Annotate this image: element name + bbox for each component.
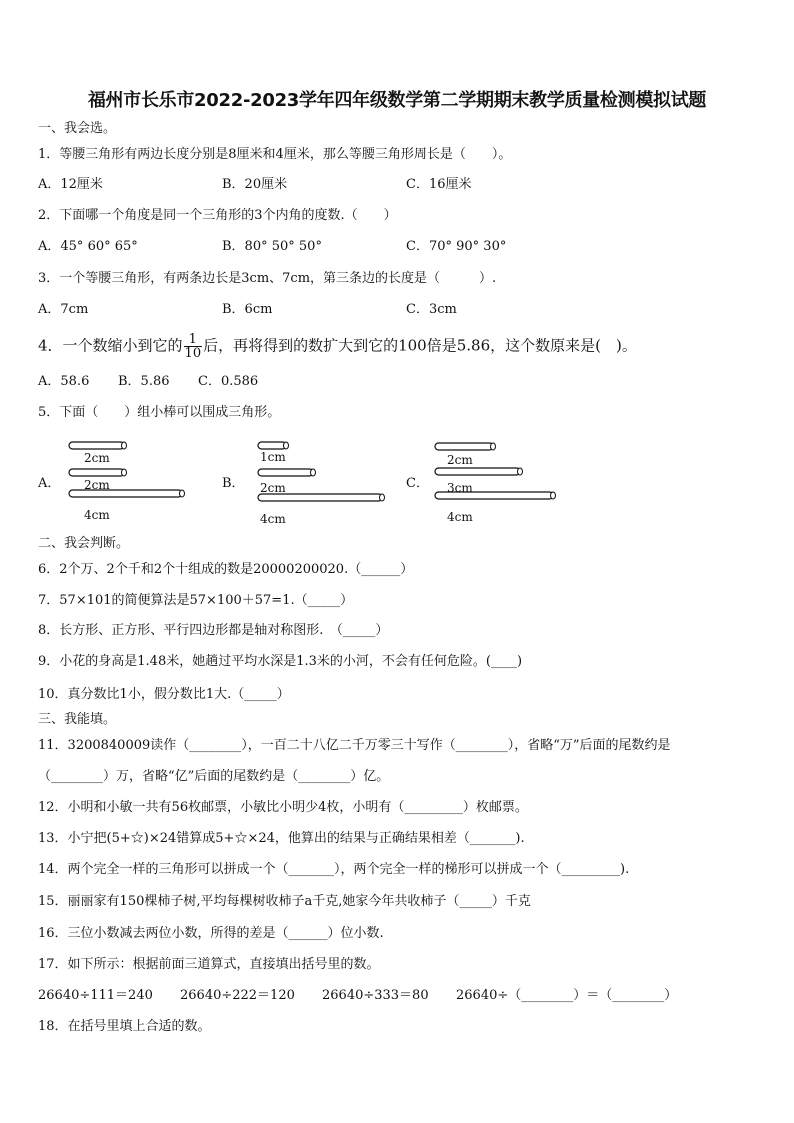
stick-c-3-end [551,492,556,499]
section-1-heading: 一、我会选。 [38,121,117,136]
exam-title: 福州市长乐市2022-2023学年四年级数学第二学期期末教学质量检测模拟试题 [87,90,707,111]
stick-c-2 [435,468,520,475]
stick-c-1 [435,443,493,450]
q4-text-after: 后，再将得到的数扩大到它的100倍是5.86，这个数原来是( )。 [203,336,637,355]
question-5: 5．下面（ ）组小棒可以围成三角形。 [38,405,281,420]
question-2: 2．下面哪一个角度是同一个三角形的3个内角的度数.（ ） [38,208,397,223]
stick-b-2 [258,469,313,476]
question-14: 14．两个完全一样的三角形可以拼成一个（_______），两个完全一样的梯形可以拼成一个（_________). [38,862,630,877]
stick-a-3-label: 4cm [84,508,110,522]
question-15: 15．丽丽家有150棵柿子树,平均每棵树收柿子a千克,她家今年共收柿子（_____）千克 [38,894,531,909]
fraction-numerator: 1 [184,333,203,347]
q17-equation-3: 26640÷333＝80 [322,988,429,1003]
section-2-heading: 二、我会判断。 [38,536,130,551]
sticks-illustration [0,0,794,540]
question-3: 3．一个等腰三角形，有两条边长是3cm、7cm，第三条边的长度是（ ）. [38,271,497,286]
stick-c-1-label: 2cm [447,453,473,467]
q17-equation-4[interactable]: 26640÷（________）＝（________） [456,988,678,1003]
stick-a-1-label: 2cm [84,451,110,465]
question-12: 12．小明和小敏一共有56枚邮票，小敏比小明少4枚，小明有（_________）枚邮票。 [38,800,528,815]
section-3-heading: 三、我能填。 [38,712,117,727]
question-8: 8．长方形、正方形、平行四边形都是轴对称图形. （_____） [38,623,389,638]
question-7: 7．57×101的简便算法是57×100＋57=1.（_____） [38,593,354,608]
q1-option-a[interactable]: A．12厘米 [38,177,103,192]
q17-equation-2: 26640÷222＝120 [180,988,295,1003]
stick-c-2-label: 3cm [447,481,473,495]
stick-b-2-label: 2cm [260,481,286,495]
stick-a-3-end [180,490,185,497]
question-16: 16．三位小数减去两位小数，所得的差是（______）位小数. [38,926,384,941]
question-11-line-2: （________）万，省略“亿”后面的尾数约是（________）亿。 [38,769,390,784]
q4-text-before: 4．一个数缩小到它的 [38,336,183,355]
question-1: 1．等腰三角形有两边长度分别是8厘米和4厘米，那么等腰三角形周长是（ ）。 [38,147,512,162]
stick-a-1-end [122,442,127,449]
question-10: 10．真分数比1小，假分数比1大.（_____） [38,687,290,702]
q5-option-b[interactable]: B． [222,476,245,491]
q3-option-a[interactable]: A．7cm [38,302,89,317]
q5-option-c[interactable]: C． [406,476,429,491]
stick-c-1-end [491,443,496,450]
stick-b-1-end [284,442,289,449]
question-17: 17．如下所示：根据前面三道算式，直接填出括号里的数。 [38,957,380,972]
q5-option-a[interactable]: A． [38,476,61,491]
q1-option-b[interactable]: B．20厘米 [222,177,288,192]
q2-option-c[interactable]: C．70° 90° 30° [406,239,507,254]
stick-a-1 [69,442,124,449]
question-18: 18．在括号里填上合适的数。 [38,1019,211,1034]
question-6: 6．2个万、2个千和2个十组成的数是20000200020.（______） [38,562,414,577]
stick-b-1 [258,442,286,449]
q1-option-c[interactable]: C．16厘米 [406,177,472,192]
fraction-denominator: 10 [184,346,202,361]
stick-b-3 [258,494,382,501]
question-11-line-1: 11．3200840009读作（________），一百二十八亿二千万零三十写作（________），省略“万”后面的尾数约是 [38,738,671,753]
q4-option-b[interactable]: B．5.86 [118,374,170,389]
question-9: 9．小花的身高是1.48米，她趟过平均水深是1.3米的小河，不会有任何危险。(____) [38,654,523,669]
q17-equation-1: 26640÷111＝240 [38,988,153,1003]
stick-b-2-end [311,469,316,476]
q3-option-c[interactable]: C．3cm [406,302,457,317]
q3-option-b[interactable]: B．6cm [222,302,273,317]
stick-c-2-end [518,468,523,475]
question-13: 13．小宁把(5+☆)×24错算成5+☆×24，他算出的结果与正确结果相差（_______). [38,831,525,846]
stick-b-3-label: 4cm [260,512,286,526]
q4-option-c[interactable]: C．0.586 [198,374,259,389]
q2-option-a[interactable]: A．45° 60° 65° [38,239,138,254]
q2-option-b[interactable]: B．80° 50° 50° [222,239,322,254]
stick-a-2-label: 2cm [84,478,110,492]
stick-b-1-label: 1cm [260,450,286,464]
q4-option-a[interactable]: A．58.6 [38,374,90,389]
stick-c-3-label: 4cm [447,510,473,524]
stick-a-2-end [122,469,127,476]
stick-a-2 [69,469,124,476]
stick-b-3-end [380,494,385,501]
